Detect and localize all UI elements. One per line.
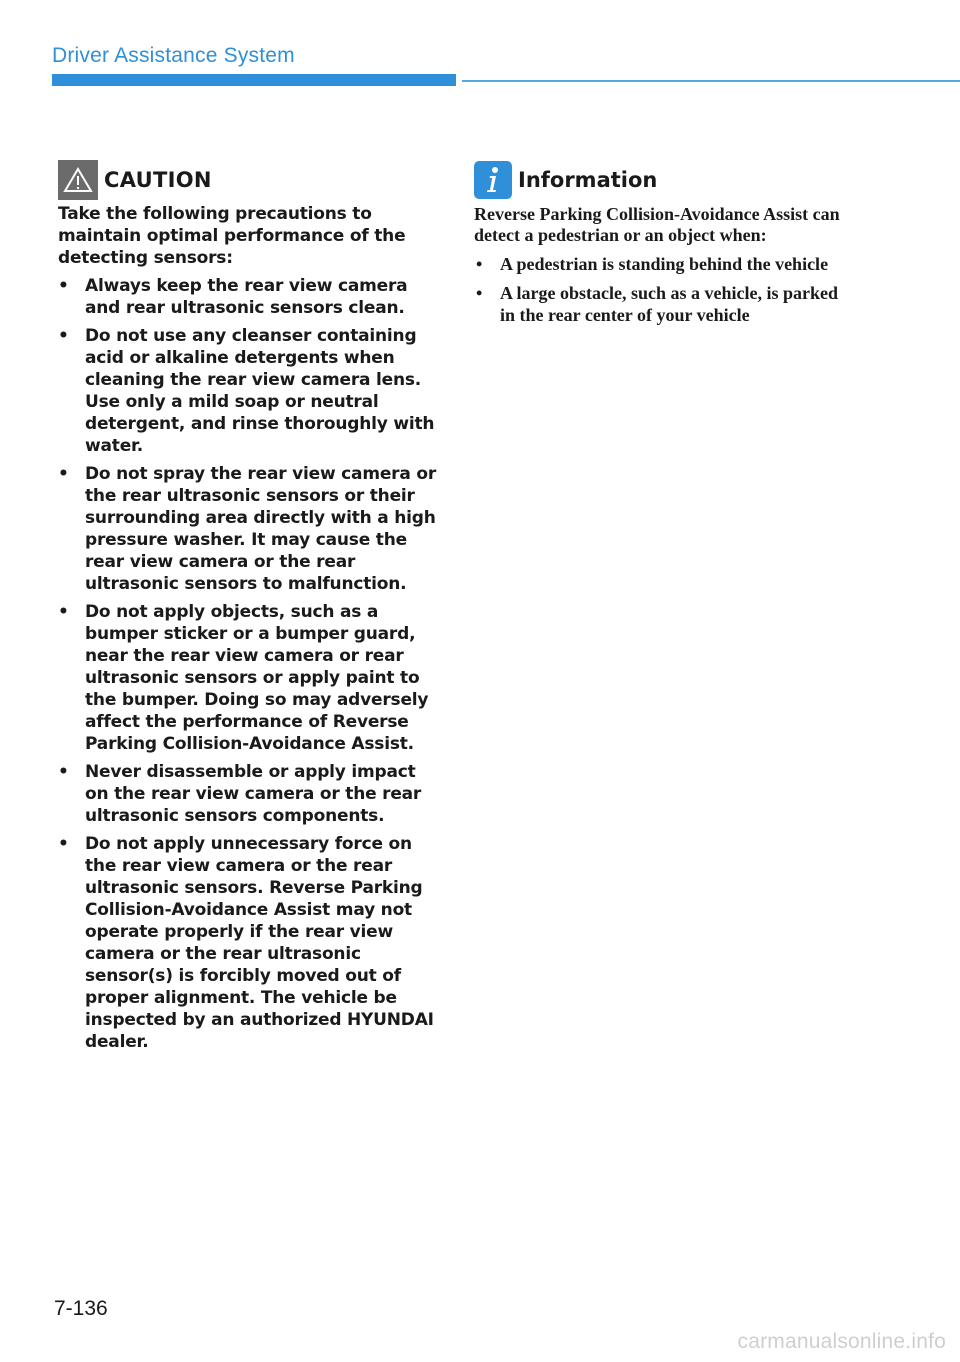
header-rule-thin xyxy=(462,80,960,82)
caution-item-text: Do not use any cleanser containing acid or alkaline detergents when cleaning the rear view camera lens. Use only a mild soap or neutral detergent, and rinse thoroughly with water. xyxy=(85,326,435,456)
caution-item: • Do not use any cleanser containing acid or alkaline detergents when cleaning the rear view camera lens. Use only a mild soap or neutral detergent, and rinse thoroughly with water. xyxy=(58,326,435,456)
warning-triangle-icon xyxy=(58,160,98,200)
information-item: • A large obstacle, such as a vehicle, is parked in the rear center of your vehicle xyxy=(476,283,838,325)
caution-list xyxy=(58,275,436,1053)
information-header xyxy=(474,160,854,200)
caution-item-text: Always keep the rear view camera and rear ultrasonic sensors clean. xyxy=(85,276,408,318)
caution-box xyxy=(58,160,436,1059)
caution-item-text: Never disassemble or apply impact on the rear view camera or the rear ultrasonic sensors components. xyxy=(85,762,422,826)
caution-item-text: Do not apply unnecessary force on the rear view camera or the rear ultrasonic sensors. Reverse Parking Collision-Avoidance Assist may not operate properly if the rear view camera or the rear ultrasonic sensor(s) is forcibly moved out of proper alignment. The vehicle be inspected by an authorized HYUNDAI dealer. xyxy=(85,834,434,1052)
page-number: 7-136 xyxy=(54,1297,108,1320)
header-rule-thick xyxy=(52,74,456,86)
information-title: Information xyxy=(518,168,658,192)
caution-item: • Always keep the rear view camera and rear ultrasonic sensors clean. xyxy=(58,276,408,318)
information-item: • A pedestrian is standing behind the vehicle xyxy=(476,254,829,274)
section-title: Driver Assistance System xyxy=(52,44,295,67)
info-icon xyxy=(474,161,512,199)
information-intro: Reverse Parking Collision-Avoidance Assist can detect a pedestrian or an object when: xyxy=(474,204,840,245)
information-item-text: A large obstacle, such as a vehicle, is parked in the rear center of your vehicle xyxy=(500,283,838,325)
caution-item: • Do not apply objects, such as a bumper sticker or a bumper guard, near the rear view camera or rear ultrasonic sensors or apply paint to the bumper. Doing so may adversely affect the performance of Reverse Parking Collision-Avoidance Assist. xyxy=(58,602,429,754)
information-list xyxy=(474,253,854,326)
caution-intro: Take the following precautions to maintain optimal performance of the detecting sensors: xyxy=(58,204,406,268)
caution-item: • Never disassemble or apply impact on the rear view camera or the rear ultrasonic sensors components. xyxy=(58,762,422,826)
watermark: carmanualsonline.info xyxy=(737,1330,946,1353)
information-box xyxy=(474,160,854,333)
caution-item: • Do not apply unnecessary force on the rear view camera or the rear ultrasonic sensors. Reverse Parking Collision-Avoidance Assist may not operate properly if the rear view camera or the rear ultrasonic sensor(s) is forcibly moved out of proper alignment. The vehicle be inspected by an authorized HYUNDAI dealer. xyxy=(58,834,434,1052)
caution-header xyxy=(58,160,436,200)
caution-item: • Do not spray the rear view camera or the rear ultrasonic sensors or their surrounding area directly with a high pressure washer. It may cause the rear view camera or the rear ultrasonic sensors to malfunction. xyxy=(58,464,437,594)
information-item-text: A pedestrian is standing behind the vehicle xyxy=(500,254,829,274)
caution-item-text: Do not spray the rear view camera or the rear ultrasonic sensors or their surrounding area directly with a high pressure washer. It may cause the rear view camera or the rear ultrasonic sensors to malfunction. xyxy=(85,464,437,594)
caution-title: CAUTION xyxy=(104,168,212,192)
caution-item-text: Do not apply objects, such as a bumper sticker or a bumper guard, near the rear view camera or rear ultrasonic sensors or apply paint to the bumper. Doing so may adversely affect the performance of Reverse Parking Collision-Avoidance Assist. xyxy=(85,602,429,754)
